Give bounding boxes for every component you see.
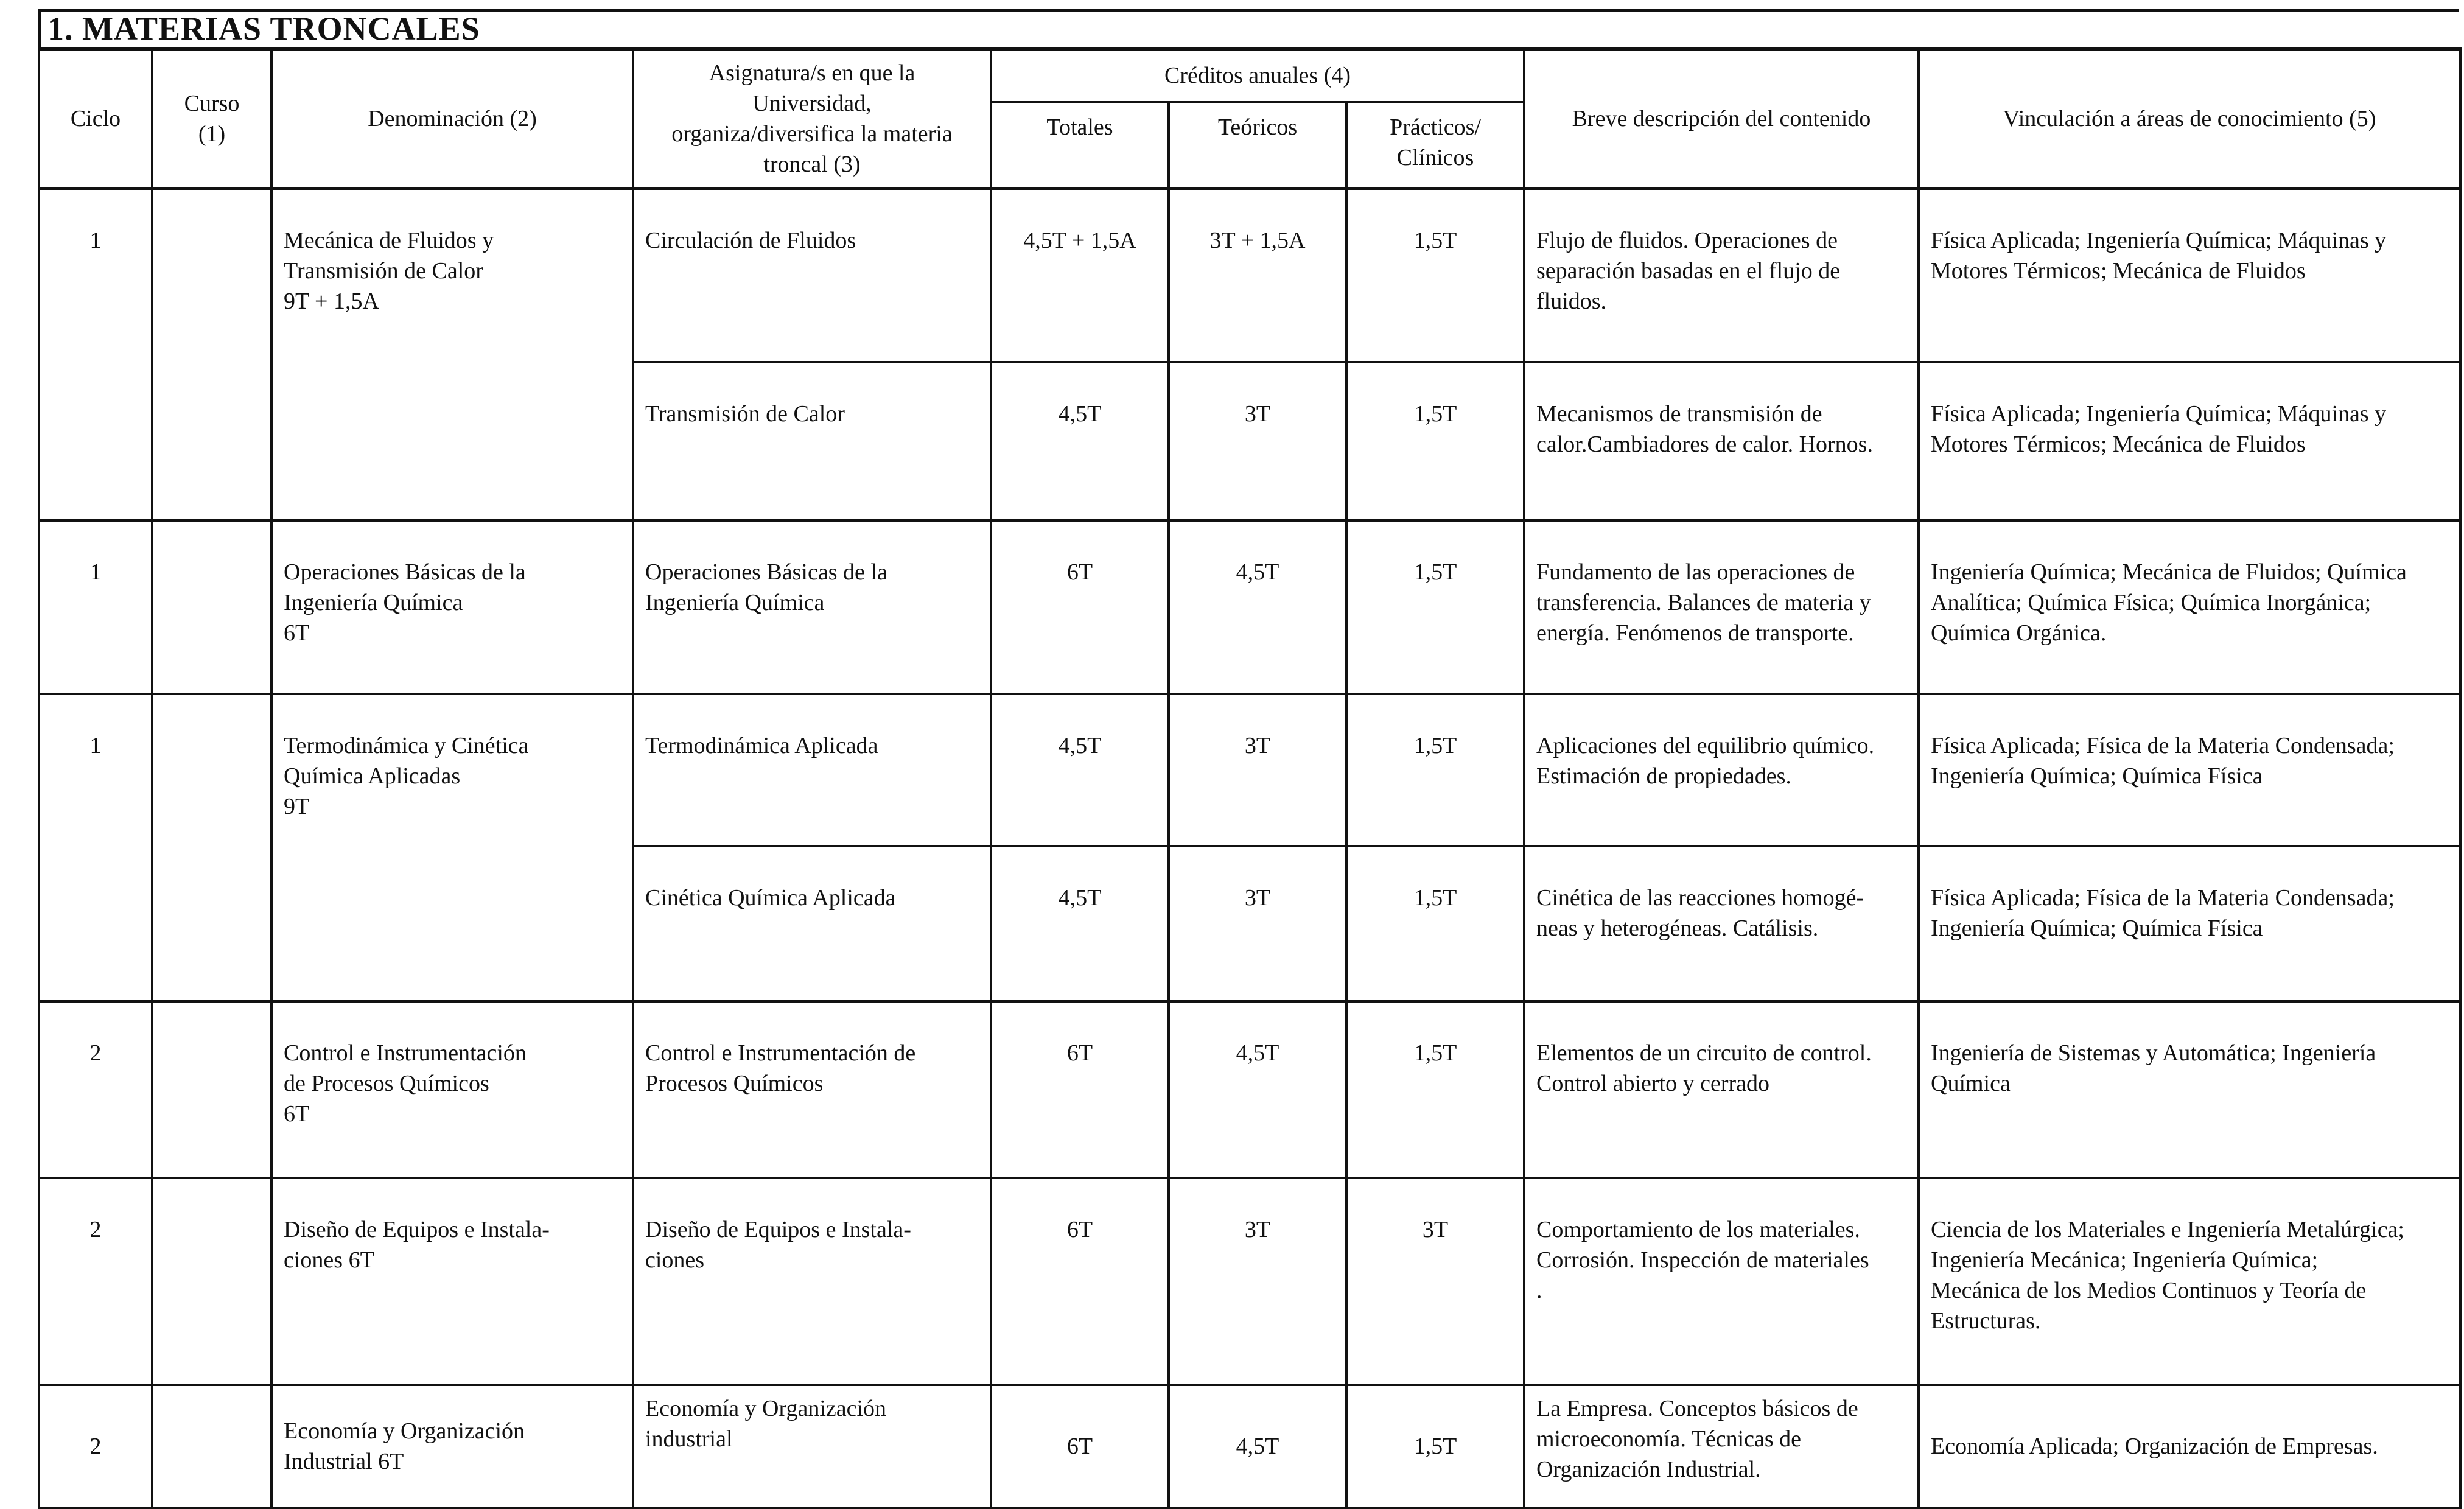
cell-descripcion: Aplicaciones del equilibrio químico. Estimación de propiedades. <box>1524 694 1919 846</box>
cell-practicos: 1,5T <box>1346 694 1524 846</box>
header-curso: Curso (1) <box>152 49 271 189</box>
table-row <box>39 1178 2460 1385</box>
cell-ciclo: 2 <box>39 1178 152 1385</box>
cell-asignatura: Diseño de Equipos e Instala- ciones <box>633 1178 991 1385</box>
cell-totales: 6T <box>991 1385 1169 1508</box>
cell-totales: 6T <box>991 1001 1169 1178</box>
cell-practicos: 1,5T <box>1346 362 1524 520</box>
cell-teoricos: 3T <box>1169 694 1346 846</box>
header-teoricos: Teóricos <box>1169 102 1346 189</box>
cell-descripcion: Mecanismos de transmisión de calor.Cambiadores de calor. Hornos. <box>1524 362 1919 520</box>
cell-asignatura: Termodinámica Aplicada <box>633 694 991 846</box>
section-title: 1. MATERIAS TRONCALES <box>47 10 480 47</box>
cell-vinculacion: Física Aplicada; Ingeniería Química; Máquinas y Motores Térmicos; Mecánica de Fluidos <box>1919 189 2460 362</box>
header-row-top <box>39 49 2460 102</box>
header-asignatura: Asignatura/s en que la Universidad, organiza/diversifica la materia troncal (3) <box>633 49 991 189</box>
table-row <box>39 1385 2460 1508</box>
cell-ciclo: 1 <box>39 694 152 1001</box>
cell-denominacion: Control e Instrumentación de Procesos Químicos 6T <box>271 1001 633 1178</box>
cell-vinculacion: Física Aplicada; Física de la Materia Condensada; Ingeniería Química; Química Física <box>1919 846 2460 1001</box>
cell-curso <box>152 189 271 520</box>
table-row <box>39 694 2460 846</box>
header-totales: Totales <box>991 102 1169 189</box>
header-ciclo: Ciclo <box>39 49 152 189</box>
table-row <box>39 1001 2460 1178</box>
cell-vinculacion: Ingeniería Química; Mecánica de Fluidos; Química Analítica; Química Física; Química Inorgánica; Química Orgánica. <box>1919 520 2460 694</box>
header-practicos: Prácticos/ Clínicos <box>1346 102 1524 189</box>
cell-teoricos: 4,5T <box>1169 1385 1346 1508</box>
header-vinculacion: Vinculación a áreas de conocimiento (5) <box>1919 49 2460 189</box>
cell-totales: 6T <box>991 1178 1169 1385</box>
materias-troncales-table <box>38 47 2462 1509</box>
cell-totales: 4,5T <box>991 846 1169 1001</box>
cell-vinculacion: Física Aplicada; Ingeniería Química; Máquinas y Motores Térmicos; Mecánica de Fluidos <box>1919 362 2460 520</box>
cell-asignatura: Cinética Química Aplicada <box>633 846 991 1001</box>
cell-descripcion: Fundamento de las operaciones de transferencia. Balances de materia y energía. Fenómenos de transporte. <box>1524 520 1919 694</box>
cell-teoricos: 4,5T <box>1169 520 1346 694</box>
header-left-edge <box>38 9 41 51</box>
cell-practicos: 1,5T <box>1346 1385 1524 1508</box>
header-creditos-anuales: Créditos anuales (4) <box>991 49 1524 102</box>
table-row <box>39 520 2460 694</box>
cell-denominacion: Mecánica de Fluidos y Transmisión de Calor 9T + 1,5A <box>271 189 633 520</box>
cell-curso <box>152 1385 271 1508</box>
cell-vinculacion: Física Aplicada; Física de la Materia Condensada; Ingeniería Química; Química Física <box>1919 694 2460 846</box>
cell-practicos: 1,5T <box>1346 189 1524 362</box>
header-denominacion: Denominación (2) <box>271 49 633 189</box>
cell-totales: 4,5T <box>991 694 1169 846</box>
cell-teoricos: 3T <box>1169 362 1346 520</box>
cell-ciclo: 1 <box>39 189 152 520</box>
cell-teoricos: 3T <box>1169 1178 1346 1385</box>
cell-teoricos: 4,5T <box>1169 1001 1346 1178</box>
cell-teoricos: 3T + 1,5A <box>1169 189 1346 362</box>
cell-descripcion: La Empresa. Conceptos básicos de microeconomía. Técnicas de Organización Industrial. <box>1524 1385 1919 1508</box>
cell-practicos: 1,5T <box>1346 1001 1524 1178</box>
cell-descripcion: Elementos de un circuito de control. Control abierto y cerrado <box>1524 1001 1919 1178</box>
cell-practicos: 1,5T <box>1346 846 1524 1001</box>
cell-asignatura: Circulación de Fluidos <box>633 189 991 362</box>
cell-denominacion: Operaciones Básicas de la Ingeniería Química 6T <box>271 520 633 694</box>
cell-vinculacion: Ingeniería de Sistemas y Automática; Ingeniería Química <box>1919 1001 2460 1178</box>
cell-totales: 4,5T <box>991 362 1169 520</box>
cell-ciclo: 1 <box>39 520 152 694</box>
cell-curso <box>152 694 271 1001</box>
cell-curso <box>152 1001 271 1178</box>
cell-asignatura: Control e Instrumentación de Procesos Químicos <box>633 1001 991 1178</box>
cell-asignatura: Transmisión de Calor <box>633 362 991 520</box>
cell-denominacion: Termodinámica y Cinética Química Aplicadas 9T <box>271 694 633 1001</box>
cell-practicos: 3T <box>1346 1178 1524 1385</box>
cell-totales: 4,5T + 1,5A <box>991 189 1169 362</box>
cell-ciclo: 2 <box>39 1001 152 1178</box>
cell-asignatura: Operaciones Básicas de la Ingeniería Química <box>633 520 991 694</box>
cell-denominacion: Economía y Organización Industrial 6T <box>271 1385 633 1508</box>
cell-teoricos: 3T <box>1169 846 1346 1001</box>
cell-totales: 6T <box>991 520 1169 694</box>
table-row <box>39 189 2460 362</box>
cell-asignatura: Economía y Organización industrial <box>633 1385 991 1508</box>
cell-ciclo: 2 <box>39 1385 152 1508</box>
cell-vinculacion: Ciencia de los Materiales e Ingeniería Metalúrgica; Ingeniería Mecánica; Ingeniería Química; Mecánica de los Medios Continuos y Teoría de Estructuras. <box>1919 1178 2460 1385</box>
cell-descripcion: Flujo de fluidos. Operaciones de separación basadas en el flujo de fluidos. <box>1524 189 1919 362</box>
header-descripcion: Breve descripción del contenido <box>1524 49 1919 189</box>
cell-practicos: 1,5T <box>1346 520 1524 694</box>
cell-descripcion: Comportamiento de los materiales. Corrosión. Inspección de materiales . <box>1524 1178 1919 1385</box>
cell-denominacion: Diseño de Equipos e Instala- ciones 6T <box>271 1178 633 1385</box>
cell-curso <box>152 520 271 694</box>
cell-vinculacion: Economía Aplicada; Organización de Empresas. <box>1919 1385 2460 1508</box>
cell-descripcion: Cinética de las reacciones homogé- neas y heterogéneas. Catálisis. <box>1524 846 1919 1001</box>
cell-curso <box>152 1178 271 1385</box>
